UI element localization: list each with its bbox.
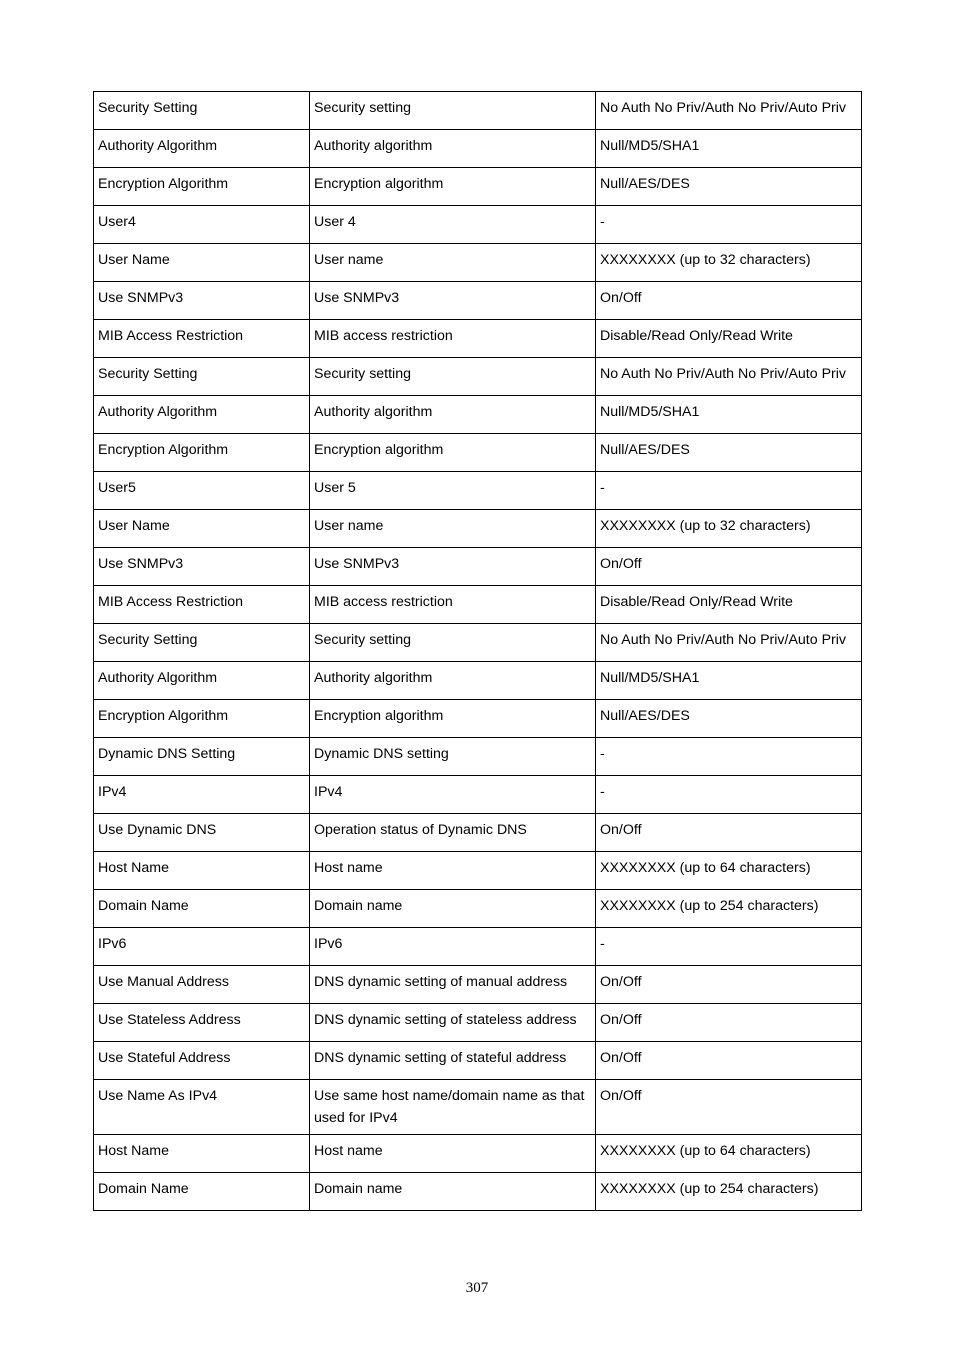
setting-description-cell: Domain name (310, 1173, 596, 1211)
setting-item-cell: Use Stateful Address (94, 1042, 310, 1080)
setting-description-cell: User name (310, 244, 596, 282)
setting-value-cell: XXXXXXXX (up to 64 characters) (596, 1135, 862, 1173)
setting-value-cell: Null/AES/DES (596, 434, 862, 472)
setting-item-cell: User Name (94, 510, 310, 548)
table-row (94, 586, 862, 624)
page-number: 307 (465, 1280, 489, 1296)
setting-description-cell: User 5 (310, 472, 596, 510)
setting-item-cell: Encryption Algorithm (94, 434, 310, 472)
setting-item-cell: Security Setting (94, 358, 310, 396)
table-row (94, 434, 862, 472)
table-row (94, 1080, 862, 1135)
setting-value-cell: XXXXXXXX (up to 254 characters) (596, 1173, 862, 1211)
setting-item-cell: Use Manual Address (94, 966, 310, 1004)
setting-value-cell: XXXXXXXX (up to 254 characters) (596, 890, 862, 928)
setting-value-cell: On/Off (596, 282, 862, 320)
setting-description-cell: MIB access restriction (310, 320, 596, 358)
setting-description-cell: User name (310, 510, 596, 548)
table-row (94, 928, 862, 966)
setting-value-cell: On/Off (596, 966, 862, 1004)
setting-item-cell: Encryption Algorithm (94, 700, 310, 738)
setting-description-cell: Domain name (310, 890, 596, 928)
setting-description-cell: DNS dynamic setting of stateful address (310, 1042, 596, 1080)
setting-item-cell: Authority Algorithm (94, 662, 310, 700)
setting-item-cell: Authority Algorithm (94, 130, 310, 168)
table-row (94, 548, 862, 586)
setting-value-cell: XXXXXXXX (up to 64 characters) (596, 852, 862, 890)
setting-value-cell: - (596, 776, 862, 814)
setting-item-cell: Dynamic DNS Setting (94, 738, 310, 776)
table-row (94, 472, 862, 510)
setting-value-cell: XXXXXXXX (up to 32 characters) (596, 510, 862, 548)
setting-value-cell: Null/MD5/SHA1 (596, 130, 862, 168)
table-row (94, 92, 862, 130)
setting-item-cell: Authority Algorithm (94, 396, 310, 434)
setting-item-cell: Use SNMPv3 (94, 282, 310, 320)
setting-item-cell: Domain Name (94, 1173, 310, 1211)
table-row (94, 168, 862, 206)
setting-item-cell: Use SNMPv3 (94, 548, 310, 586)
setting-value-cell: On/Off (596, 1004, 862, 1042)
table-row (94, 814, 862, 852)
table-row (94, 890, 862, 928)
table-row (94, 320, 862, 358)
setting-description-cell: MIB access restriction (310, 586, 596, 624)
table-row (94, 130, 862, 168)
table-row (94, 396, 862, 434)
table-row (94, 206, 862, 244)
setting-item-cell: IPv6 (94, 928, 310, 966)
setting-description-cell: Security setting (310, 358, 596, 396)
setting-value-cell: - (596, 206, 862, 244)
setting-value-cell: On/Off (596, 548, 862, 586)
setting-item-cell: User Name (94, 244, 310, 282)
setting-item-cell: MIB Access Restriction (94, 320, 310, 358)
setting-value-cell: - (596, 472, 862, 510)
setting-description-cell: IPv4 (310, 776, 596, 814)
settings-table (93, 91, 862, 1211)
setting-description-cell: Authority algorithm (310, 396, 596, 434)
setting-value-cell: On/Off (596, 1080, 862, 1135)
setting-item-cell: Domain Name (94, 890, 310, 928)
table-row (94, 776, 862, 814)
table-row (94, 852, 862, 890)
setting-value-cell: - (596, 738, 862, 776)
setting-value-cell: No Auth No Priv/Auth No Priv/Auto Priv (596, 358, 862, 396)
setting-value-cell: - (596, 928, 862, 966)
setting-description-cell: Security setting (310, 624, 596, 662)
setting-description-cell: Encryption algorithm (310, 434, 596, 472)
setting-item-cell: Security Setting (94, 624, 310, 662)
setting-value-cell: Null/AES/DES (596, 168, 862, 206)
table-row (94, 966, 862, 1004)
setting-item-cell: Host Name (94, 852, 310, 890)
setting-description-cell: Encryption algorithm (310, 700, 596, 738)
setting-value-cell: On/Off (596, 814, 862, 852)
setting-item-cell: Security Setting (94, 92, 310, 130)
setting-item-cell: Host Name (94, 1135, 310, 1173)
table-row (94, 244, 862, 282)
table-row (94, 624, 862, 662)
setting-value-cell: No Auth No Priv/Auth No Priv/Auto Priv (596, 92, 862, 130)
setting-value-cell: Null/MD5/SHA1 (596, 396, 862, 434)
setting-description-cell: Authority algorithm (310, 130, 596, 168)
table-row (94, 1173, 862, 1211)
setting-description-cell: User 4 (310, 206, 596, 244)
setting-description-cell: Host name (310, 852, 596, 890)
setting-value-cell: XXXXXXXX (up to 32 characters) (596, 244, 862, 282)
setting-description-cell: Use SNMPv3 (310, 282, 596, 320)
setting-description-cell: Operation status of Dynamic DNS (310, 814, 596, 852)
setting-item-cell: Use Name As IPv4 (94, 1080, 310, 1135)
setting-value-cell: Disable/Read Only/Read Write (596, 586, 862, 624)
setting-item-cell: User5 (94, 472, 310, 510)
table-row (94, 282, 862, 320)
settings-table-body (94, 92, 862, 1211)
setting-description-cell: Use same host name/domain name as that used for IPv4 (310, 1080, 596, 1135)
table-row (94, 738, 862, 776)
setting-value-cell: No Auth No Priv/Auth No Priv/Auto Priv (596, 624, 862, 662)
table-row (94, 510, 862, 548)
setting-description-cell: DNS dynamic setting of stateless address (310, 1004, 596, 1042)
setting-value-cell: On/Off (596, 1042, 862, 1080)
setting-value-cell: Null/MD5/SHA1 (596, 662, 862, 700)
setting-description-cell: Security setting (310, 92, 596, 130)
setting-value-cell: Null/AES/DES (596, 700, 862, 738)
setting-item-cell: Use Dynamic DNS (94, 814, 310, 852)
setting-description-cell: Host name (310, 1135, 596, 1173)
setting-description-cell: Authority algorithm (310, 662, 596, 700)
setting-value-cell: Disable/Read Only/Read Write (596, 320, 862, 358)
setting-description-cell: DNS dynamic setting of manual address (310, 966, 596, 1004)
table-row (94, 700, 862, 738)
table-row (94, 1042, 862, 1080)
table-row (94, 1135, 862, 1173)
setting-description-cell: Encryption algorithm (310, 168, 596, 206)
setting-item-cell: Use Stateless Address (94, 1004, 310, 1042)
setting-description-cell: Use SNMPv3 (310, 548, 596, 586)
setting-description-cell: Dynamic DNS setting (310, 738, 596, 776)
table-row (94, 358, 862, 396)
setting-item-cell: MIB Access Restriction (94, 586, 310, 624)
setting-item-cell: User4 (94, 206, 310, 244)
table-row (94, 1004, 862, 1042)
setting-item-cell: IPv4 (94, 776, 310, 814)
table-row (94, 662, 862, 700)
setting-description-cell: IPv6 (310, 928, 596, 966)
setting-item-cell: Encryption Algorithm (94, 168, 310, 206)
